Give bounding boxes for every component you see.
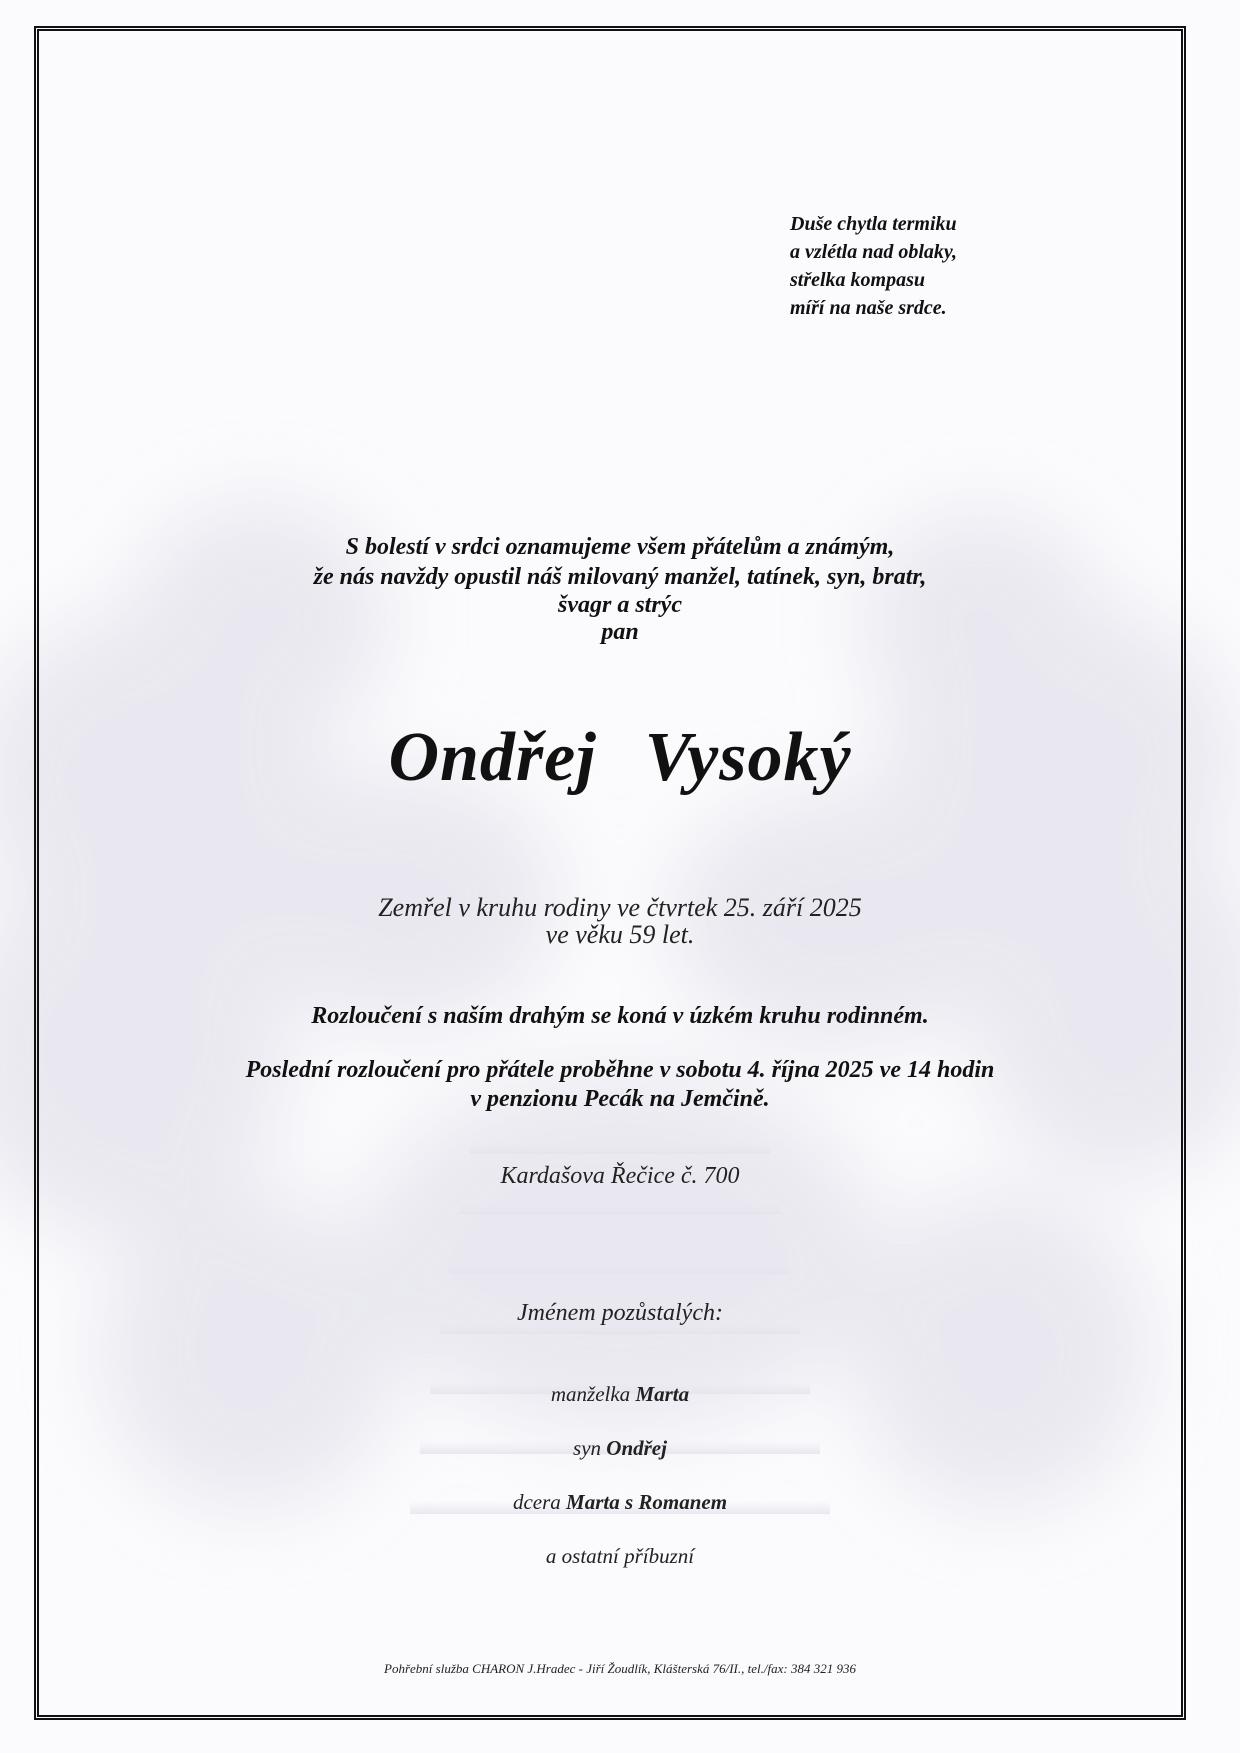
survivor-relation: syn (573, 1436, 602, 1460)
announcement-line: že nás navždy opustil náš milovaný manžel, tatínek, syn, bratr, (313, 564, 927, 590)
survivor-name: Ondřej (606, 1436, 667, 1460)
announcement-line: S bolestí v srdci oznamujeme všem přátelům a známým, (345, 534, 895, 560)
poem-line: Duše chytla termiku (790, 213, 957, 235)
other-relatives: a ostatní příbuzní (545, 1544, 695, 1568)
deceased-first-name: Ondřej (388, 719, 597, 796)
survivor-row (0, 1382, 1240, 1407)
poem-line: střelka kompasu (790, 269, 926, 291)
deceased-name (0, 718, 1240, 798)
survivors-heading: Jménem pozůstalých: (517, 1300, 723, 1326)
survivor-row (0, 1490, 1240, 1515)
funeral-service-footer: Pohřební služba CHARON J.Hradec - Jiří Žoudlík, Klášterská 76/II., tel./fax: 384 321 936 (384, 1661, 856, 1676)
address: Kardašova Řečice č. 700 (500, 1163, 740, 1189)
survivor-row (0, 1436, 1240, 1461)
survivor-relation: manželka (550, 1382, 631, 1406)
announcement-line: švagr a strýc (558, 592, 682, 618)
farewell-public-line: v penzionu Pecák na Jemčině. (470, 1086, 770, 1112)
survivor-relation: dcera (512, 1490, 561, 1514)
announcement-line: pan (601, 619, 639, 645)
poem (790, 210, 1050, 322)
death-info-line: Zemřel v kruhu rodiny ve čtvrtek 25. září 2025 (378, 893, 862, 922)
survivor-name: Marta (635, 1382, 690, 1406)
farewell-private: Rozloučení s naším drahým se koná v úzkém kruhu rodinném. (311, 1003, 929, 1029)
death-info-line: ve věku 59 let. (545, 920, 695, 949)
poem-line: míří na naše srdce. (790, 297, 947, 319)
survivor-name: Marta s Romanem (566, 1490, 728, 1514)
poem-line: a vzlétla nad oblaky, (790, 241, 958, 263)
deceased-last-name: Vysoký (644, 719, 852, 796)
farewell-public-line: Poslední rozloučení pro přátele proběhne v sobotu 4. října 2025 ve 14 hodin (245, 1057, 995, 1083)
